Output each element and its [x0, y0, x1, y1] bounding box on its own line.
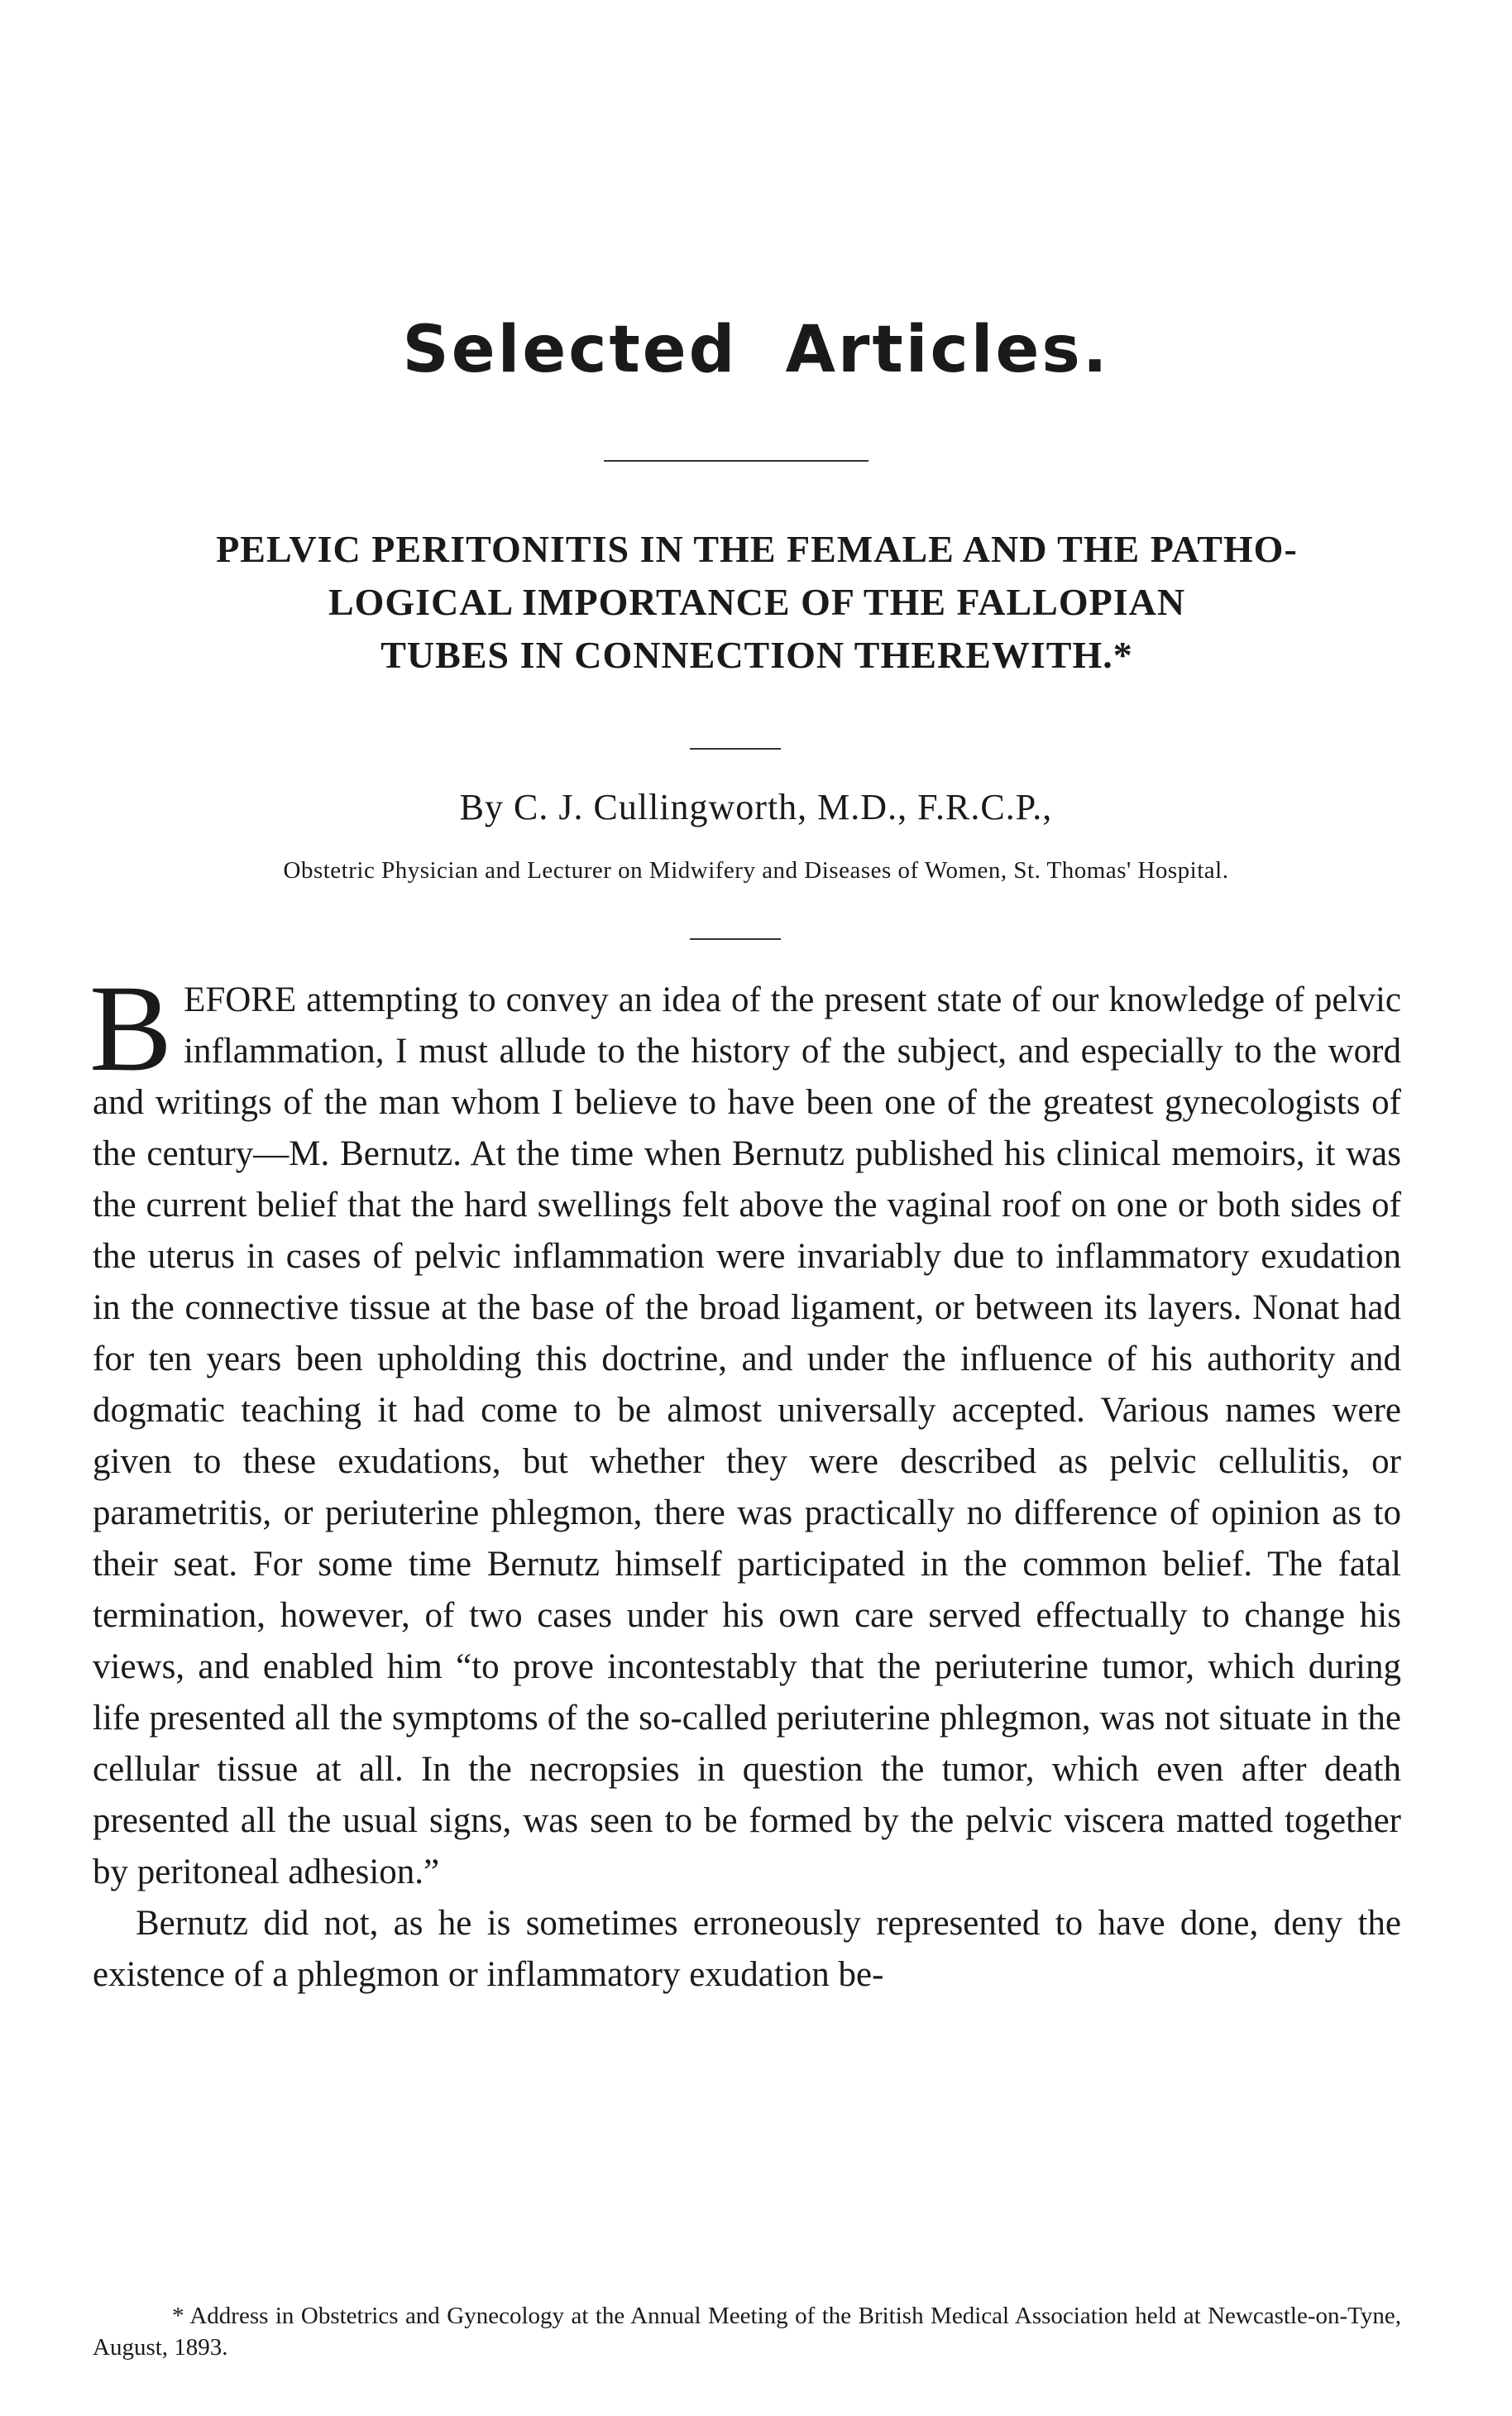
- body-paragraph: [89, 960, 1401, 1898]
- article-body: [89, 960, 1401, 2001]
- paragraph-text: EFORE attempting to convey an idea of the present state of our knowledge of pelvic inflammation, I must allude to the history of the subject, and especially to the word and writings of the man whom I believe to have been one of the greatest gynecologists of the century—M. Bernutz. At the time when Bernutz published his clinical memoirs, it was the current belief that the hard swellings felt above the vaginal roof on one or both sides of the uterus in cases of pelvic inflammation were invariably due to inflammatory exudation in the connective tissue at the base of the broad ligament, or between its layers. Nonat had for ten years been upholding this doctrine, and under the influence of his authority and dogmatic teaching it had come to be almost universally accepted. Various names were given to these exudations, but whether they were described as pelvic cellulitis, or parametritis, or periuterine phlegmon, there was practically no difference of opinion as to their seat. For some time Bernutz himself participated in the common belief. The fatal termination, however, of two cases under his own care served effectually to change his views, and enabled him “to prove incontestably that the periuterine tumor, which during life presented all the symptoms of the so-called periuterine phlegmon, was not situate in the cellular tissue at all. In the necropsies in question the tumor, which even after death presented all the usual signs, was seen to be formed by the pelvic viscera matted together by peritoneal adhesion.”: [93, 980, 1401, 1891]
- body-paragraph: Bernutz did not, as he is sometimes erroneously represented to have done, deny the existence of a phlegmon or inflammatory exudation be-: [93, 1904, 1401, 1994]
- article-title-line: LOGICAL IMPORTANCE OF THE FALLOPIAN: [328, 581, 1186, 623]
- divider-rule: [604, 460, 868, 462]
- divider-rule: [690, 748, 781, 750]
- section-heading: Selected Articles.: [402, 313, 1110, 387]
- drop-cap: B: [89, 960, 173, 1097]
- author-byline: By C. J. Cullingworth, M.D., F.R.C.P.,: [459, 787, 1053, 827]
- author-affiliation: Obstetric Physician and Lecturer on Midwifery and Diseases of Women, St. Thomas' Hospital.: [283, 857, 1229, 884]
- divider-rule: [690, 938, 781, 940]
- article-title-line: TUBES IN CONNECTION THEREWITH.*: [380, 634, 1133, 676]
- article-title-line: PELVIC PERITONITIS IN THE FEMALE AND THE PATHO-: [216, 528, 1298, 570]
- article-title: [83, 523, 1431, 682]
- footnote: * Address in Obstetrics and Gynecology at the Annual Meeting of the British Medical Association held at Newcastle-on-Tyne, August, 1893.: [93, 2303, 1401, 2361]
